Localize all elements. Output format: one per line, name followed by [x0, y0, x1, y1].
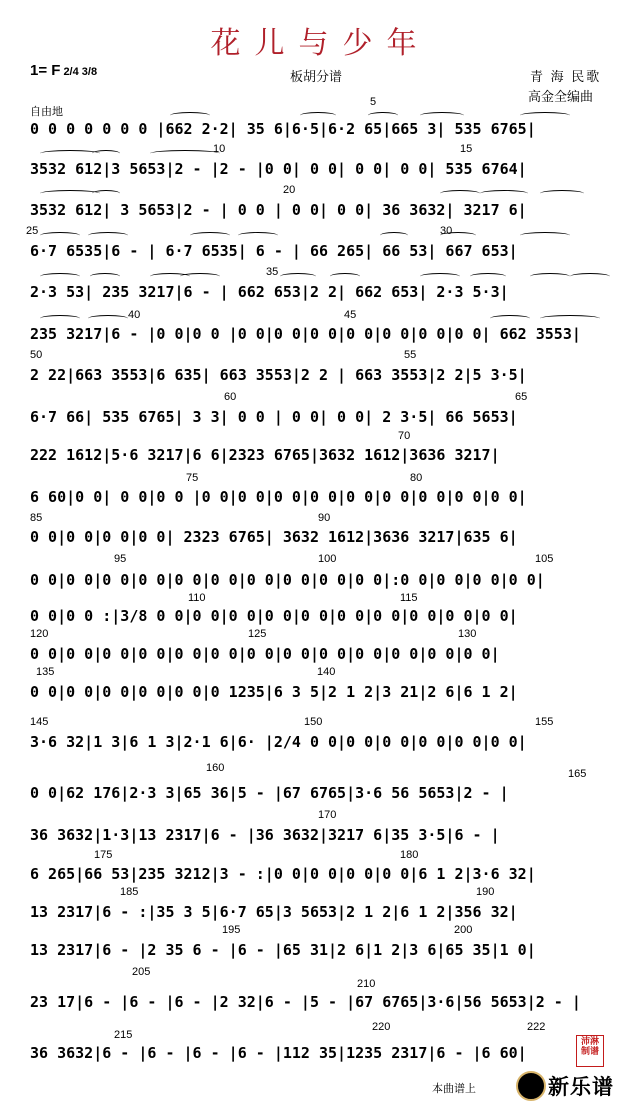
- score-line: 0 0 0 0 0 0 0 |662 2·2| 35 6|6·5|6·2 65|665 3| 535 6765|: [30, 120, 536, 138]
- measure-number: 115: [400, 592, 418, 604]
- slur-arc: [420, 273, 460, 280]
- score-line: 6 60|0 0| 0 0|0 0 |0 0|0 0|0 0|0 0|0 0|0 0|0 0|0 0|0 0|: [30, 488, 527, 506]
- measure-number: 195: [222, 924, 241, 936]
- measure-number: 70: [398, 430, 411, 442]
- slur-arc: [150, 150, 220, 157]
- slur-arc: [440, 190, 480, 197]
- slur-arc: [480, 190, 528, 197]
- score-line: 235 3217|6 - |0 0|0 0 |0 0|0 0|0 0|0 0|0 0|0 0|0 0| 662 3553|: [30, 325, 581, 343]
- measure-number: 10: [213, 143, 226, 155]
- slur-arc: [88, 232, 128, 239]
- slur-arc: [520, 112, 570, 119]
- measure-number: 30: [440, 225, 453, 237]
- measure-number: 105: [535, 553, 554, 565]
- slur-arc: [330, 273, 360, 280]
- score-subtitle: 板胡分谱: [290, 69, 343, 84]
- measure-number: 190: [476, 886, 495, 898]
- measure-number: 220: [372, 1021, 391, 1033]
- score-line: 0 0|0 0|0 0|0 0| 2323 6765| 3632 1612|3636 3217|635 6|: [30, 528, 518, 546]
- measure-number: 135: [36, 666, 55, 678]
- slur-arc: [238, 232, 278, 239]
- slur-arc: [190, 232, 230, 239]
- score-line: 13 2317|6 - :|35 3 5|6·7 65|3 5653|2 1 2|6 1 2|356 32|: [30, 903, 518, 921]
- slur-arc: [92, 190, 120, 197]
- score-title: 花儿与少年: [210, 26, 431, 61]
- score-line: 6·7 66| 535 6765| 3 3| 0 0 | 0 0| 0 0| 2 3·5| 66 5653|: [30, 408, 518, 426]
- slur-arc: [520, 232, 570, 239]
- measure-number: 55: [404, 349, 417, 361]
- score-line: 6·7 6535|6 - | 6·7 6535| 6 - | 66 265| 66 53| 667 653|: [30, 242, 518, 260]
- score-line: 36 3632|6 - |6 - |6 - |6 - |112 35|1235 2317|6 - |6 60|: [30, 1044, 527, 1062]
- score-line: 3532 612| 3 5653|2 - | 0 0 | 0 0| 0 0| 36 3632| 3217 6|: [30, 201, 527, 219]
- slur-arc: [40, 232, 80, 239]
- score-line: 3·6 32|1 3|6 1 3|2·1 6|6· |2/4 0 0|0 0|0 0|0 0|0 0|0 0|: [30, 733, 527, 751]
- slur-arc: [170, 112, 210, 119]
- score-line: 0 0|0 0 :|3/8 0 0|0 0|0 0|0 0|0 0|0 0|0 0|0 0|0 0|0 0|: [30, 607, 518, 625]
- slur-arc: [40, 150, 100, 157]
- measure-number: 20: [283, 184, 296, 196]
- score-line: 0 0|0 0|0 0|0 0|0 0|0 0|0 0|0 0|0 0|0 0|:0 0|0 0|0 0|0 0|: [30, 571, 545, 589]
- measure-number: 35: [266, 266, 279, 278]
- measure-number: 125: [248, 628, 267, 640]
- measure-number: 120: [30, 628, 49, 640]
- measure-number: 5: [370, 96, 377, 108]
- score-line: 222 1612|5·6 3217|6 6|2323 6765|3632 1612|3636 3217|: [30, 446, 500, 464]
- measure-number: 130: [458, 628, 477, 640]
- measure-number: 110: [188, 592, 206, 604]
- score-arranger: 高金全编曲: [528, 89, 594, 104]
- score-line: 6 265|66 53|235 3212|3 - :|0 0|0 0|0 0|0 0|6 1 2|3·6 32|: [30, 865, 536, 883]
- measure-number: 85: [30, 512, 43, 524]
- measure-number: 140: [317, 666, 336, 678]
- score-origin: 青 海 民歌: [530, 69, 602, 84]
- measure-number: 215: [114, 1029, 133, 1041]
- score-line: 0 0|0 0|0 0|0 0|0 0|0 1235|6 3 5|2 1 2|3 21|2 6|6 1 2|: [30, 683, 518, 701]
- source-label: 本曲谱上: [432, 1083, 476, 1095]
- measure-number: 155: [535, 716, 554, 728]
- measure-number: 170: [318, 809, 337, 821]
- measure-number: 65: [515, 391, 528, 403]
- key-signature: 1= F 2/4 3/8: [30, 62, 98, 79]
- measure-number: 90: [318, 512, 331, 524]
- slur-arc: [40, 190, 100, 197]
- measure-number: 15: [460, 143, 473, 155]
- slur-arc: [540, 190, 584, 197]
- site-logo: 新乐谱: [548, 1075, 614, 1099]
- slur-arc: [280, 273, 316, 280]
- slur-arc: [440, 232, 476, 239]
- score-line: 23 17|6 - |6 - |6 - |2 32|6 - |5 - |67 6765|3·6|56 5653|2 - |: [30, 993, 581, 1011]
- logo-icon: [516, 1071, 546, 1101]
- measure-number: 45: [344, 309, 357, 321]
- measure-number: 200: [454, 924, 473, 936]
- tempo-marking: 自由地: [30, 106, 63, 118]
- measure-number: 25: [26, 225, 39, 237]
- slur-arc: [570, 273, 610, 280]
- slur-arc: [380, 232, 408, 239]
- score-line: 13 2317|6 - |2 35 6 - |6 - |65 31|2 6|1 2|3 6|65 35|1 0|: [30, 941, 536, 959]
- score-line: 2·3 53| 235 3217|6 - | 662 653|2 2| 662 653| 2·3 5·3|: [30, 283, 509, 301]
- measure-number: 40: [128, 309, 141, 321]
- slur-arc: [540, 315, 600, 322]
- measure-number: 100: [318, 553, 337, 565]
- score-line: 0 0|62 176|2·3 3|65 36|5 - |67 6765|3·6 56 5653|2 - |: [30, 784, 509, 802]
- measure-number: 95: [114, 553, 127, 565]
- measure-number: 160: [206, 762, 225, 774]
- score-line: 2 22|663 3553|6 635| 663 3553|2 2 | 663 3553|2 2|5 3·5|: [30, 366, 527, 384]
- slur-arc: [40, 315, 80, 322]
- score-line: 3532 612|3 5653|2 - |2 - |0 0| 0 0| 0 0| 0 0| 535 6764|: [30, 160, 527, 178]
- slur-arc: [300, 112, 336, 119]
- slur-arc: [180, 273, 220, 280]
- slur-arc: [88, 315, 128, 322]
- measure-number: 75: [186, 472, 199, 484]
- measure-number: 60: [224, 391, 237, 403]
- slur-arc: [470, 273, 506, 280]
- measure-number: 205: [132, 966, 151, 978]
- measure-number: 145: [30, 716, 49, 728]
- measure-number: 180: [400, 849, 419, 861]
- measure-number: 175: [94, 849, 113, 861]
- measure-number: 185: [120, 886, 139, 898]
- slur-arc: [368, 112, 398, 119]
- measure-number: 222: [527, 1021, 546, 1033]
- measure-number: 80: [410, 472, 423, 484]
- measure-number: 150: [304, 716, 323, 728]
- score-line: 36 3632|1·3|13 2317|6 - |36 3632|3217 6|35 3·5|6 - |: [30, 826, 500, 844]
- measure-number: 165: [568, 768, 587, 780]
- measure-number: 50: [30, 349, 43, 361]
- measure-number: 210: [357, 978, 376, 990]
- slur-arc: [40, 273, 80, 280]
- stamp-logo: 沛淋制谱: [576, 1035, 604, 1067]
- slur-arc: [90, 273, 120, 280]
- slur-arc: [490, 315, 530, 322]
- slur-arc: [420, 112, 464, 119]
- score-line: 0 0|0 0|0 0|0 0|0 0|0 0|0 0|0 0|0 0|0 0|0 0|0 0|0 0|: [30, 645, 500, 663]
- slur-arc: [530, 273, 570, 280]
- slur-arc: [92, 150, 120, 157]
